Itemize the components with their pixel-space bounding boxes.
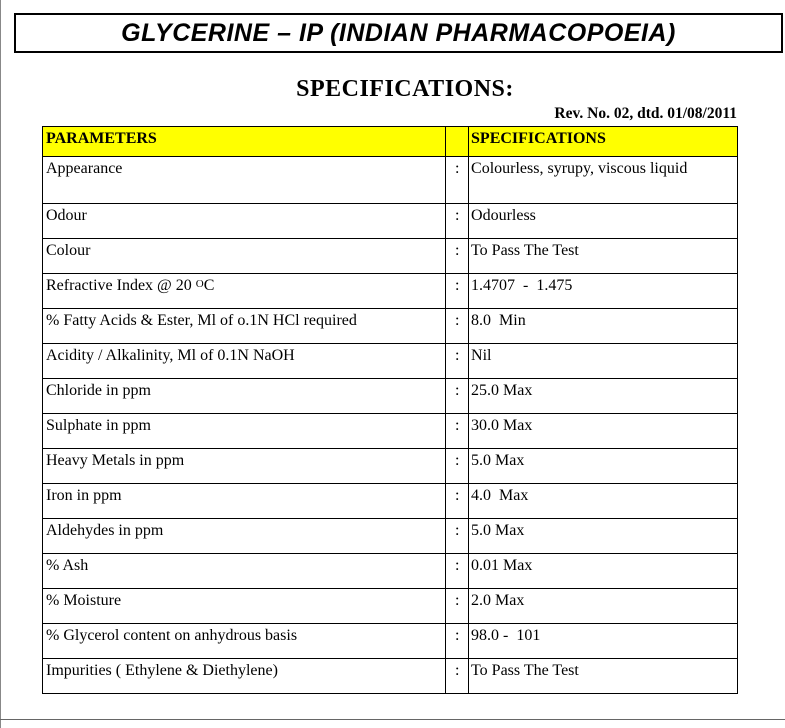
- document-title: GLYCERINE – IP (INDIAN PHARMACOPOEIA): [14, 13, 783, 53]
- specification-cell: 2.0 Max: [469, 589, 738, 624]
- header-parameters: PARAMETERS: [43, 127, 446, 157]
- specification-cell: To Pass The Test: [469, 239, 738, 274]
- separator-cell: :: [446, 414, 469, 449]
- parameter-cell: Impurities ( Ethylene & Diethylene): [43, 659, 446, 694]
- separator-cell: :: [446, 274, 469, 309]
- table-row: [43, 157, 738, 204]
- table-row: [43, 309, 738, 344]
- parameter-cell: Iron in ppm: [43, 484, 446, 519]
- separator-cell: :: [446, 239, 469, 274]
- table-row: [43, 659, 738, 694]
- separator-cell: :: [446, 659, 469, 694]
- table-row: [43, 624, 738, 659]
- separator-cell: :: [446, 484, 469, 519]
- table-row: [43, 204, 738, 239]
- specification-cell: 0.01 Max: [469, 554, 738, 589]
- parameter-cell: % Moisture: [43, 589, 446, 624]
- parameter-unit: C: [203, 277, 215, 294]
- separator-cell: :: [446, 157, 469, 204]
- section-heading: SPECIFICATIONS:: [296, 76, 514, 102]
- table-row: [43, 519, 738, 554]
- table-row: [43, 344, 738, 379]
- degree-superscript: O: [195, 278, 204, 290]
- specification-cell: Nil: [469, 344, 738, 379]
- table-row: [43, 554, 738, 589]
- separator-cell: :: [446, 589, 469, 624]
- specification-cell: Colourless, syrupy, viscous liquid: [469, 157, 738, 204]
- parameter-cell: Heavy Metals in ppm: [43, 449, 446, 484]
- specification-cell: Odourless: [469, 204, 738, 239]
- parameter-cell: Chloride in ppm: [43, 379, 446, 414]
- header-separator: [446, 127, 469, 157]
- parameter-cell: Sulphate in ppm: [43, 414, 446, 449]
- parameter-cell: Appearance: [43, 157, 446, 204]
- table-header-row: [43, 127, 738, 157]
- parameter-cell: % Fatty Acids & Ester, Ml of o.1N HCl required: [43, 309, 446, 344]
- specification-cell: 4.0 Max: [469, 484, 738, 519]
- parameter-cell: Colour: [43, 239, 446, 274]
- table-row: [43, 239, 738, 274]
- bottom-divider: [0, 719, 785, 720]
- parameter-cell: Odour: [43, 204, 446, 239]
- header-specifications: SPECIFICATIONS: [469, 127, 738, 157]
- parameter-text: Refractive Index @ 20: [46, 277, 196, 294]
- separator-cell: :: [446, 449, 469, 484]
- parameter-cell: Aldehydes in ppm: [43, 519, 446, 554]
- separator-cell: :: [446, 624, 469, 659]
- specification-cell: 98.0 - 101: [469, 624, 738, 659]
- specification-cell: 5.0 Max: [469, 519, 738, 554]
- table-row: [43, 589, 738, 624]
- table-row: [43, 449, 738, 484]
- table-row: [43, 484, 738, 519]
- parameter-cell: [43, 274, 446, 309]
- revision-note: Rev. No. 02, dtd. 01/08/2011: [554, 105, 737, 122]
- separator-cell: :: [446, 519, 469, 554]
- specification-cell: 1.4707 - 1.475: [469, 274, 738, 309]
- table-row: [43, 379, 738, 414]
- specification-cell: 8.0 Min: [469, 309, 738, 344]
- parameter-cell: % Ash: [43, 554, 446, 589]
- specification-cell: 30.0 Max: [469, 414, 738, 449]
- specifications-table: [42, 126, 738, 694]
- specification-cell: 25.0 Max: [469, 379, 738, 414]
- specification-cell: To Pass The Test: [469, 659, 738, 694]
- separator-cell: :: [446, 554, 469, 589]
- separator-cell: :: [446, 309, 469, 344]
- separator-cell: :: [446, 344, 469, 379]
- separator-cell: :: [446, 379, 469, 414]
- specification-cell: 5.0 Max: [469, 449, 738, 484]
- table-row: [43, 274, 738, 309]
- parameter-cell: % Glycerol content on anhydrous basis: [43, 624, 446, 659]
- table-row: [43, 414, 738, 449]
- separator-cell: :: [446, 204, 469, 239]
- parameter-cell: Acidity / Alkalinity, Ml of 0.1N NaOH: [43, 344, 446, 379]
